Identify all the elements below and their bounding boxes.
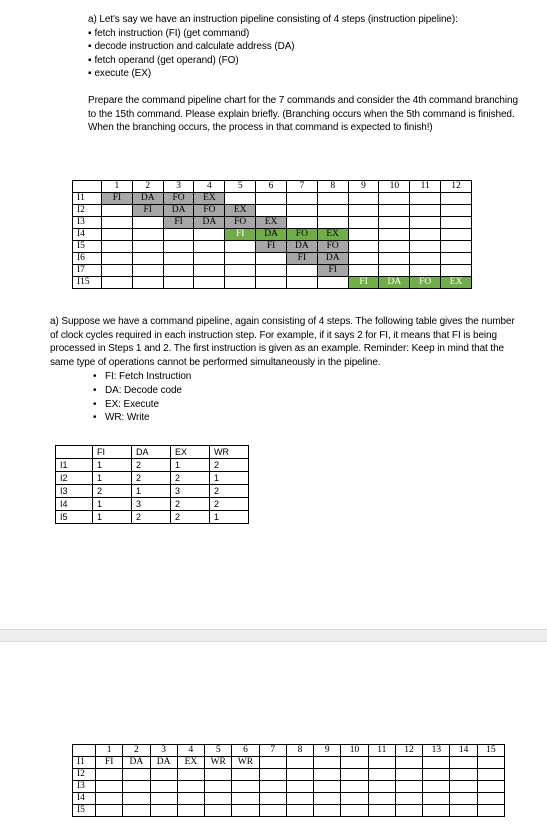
stage-cell[interactable] [96,781,123,793]
cycle-cell: 2 [210,459,249,472]
stage-cell[interactable] [368,793,395,805]
stage-cell[interactable] [286,769,313,781]
table-row [73,217,472,229]
stage-cell: EX [256,217,287,229]
legend-da: • DA: Decode code [105,384,518,398]
header-row [56,446,249,459]
stage-cell [286,205,317,217]
col-header: 13 [423,745,450,757]
stage-cell [163,253,194,265]
stage-cell [256,205,287,217]
stage-cell: DA [286,241,317,253]
cycle-cell: 2 [132,511,171,524]
row-label: I3 [73,217,102,229]
stage-cell [379,241,410,253]
stage-cell[interactable] [368,757,395,769]
table-row [73,253,472,265]
stage-cell [194,265,225,277]
stage-cell [348,253,379,265]
col-header: 8 [317,181,348,193]
corner-cell [56,446,93,459]
row-label: I5 [73,241,102,253]
stage-cell [317,205,348,217]
row-label: I6 [73,253,102,265]
stage-cell[interactable] [477,805,504,817]
row-label: I3 [56,485,93,498]
cycle-cell: 1 [93,511,132,524]
section1-text [88,13,518,135]
section1-intro: a) Let's say we have an instruction pipeline consisting of 4 steps (instruction pipeline): [88,14,458,25]
stage-cell [410,265,441,277]
stage-cell: FO [225,217,256,229]
stage-cell: DA [163,205,194,217]
stage-cell [410,229,441,241]
cycle-cell: 3 [132,498,171,511]
stage-cell: DA [256,229,287,241]
row-label: I4 [56,498,93,511]
stage-cell [225,193,256,205]
stage-cell [348,193,379,205]
col-header: 4 [177,745,204,757]
stage-cell: FI [286,253,317,265]
stage-cell[interactable] [341,805,368,817]
stage-cell[interactable] [177,805,204,817]
stage-cell [102,241,133,253]
stage-cell[interactable] [177,769,204,781]
stage-cell [441,265,472,277]
stage-cell [132,265,163,277]
table-row [56,472,249,485]
stage-cell [256,193,287,205]
stage-cell [256,253,287,265]
stage-cell [225,241,256,253]
section2-text [50,315,518,425]
stage-cell[interactable] [395,781,422,793]
col-header: FI [93,446,132,459]
stage-cell[interactable] [205,793,232,805]
stage-cell [379,253,410,265]
row-label: I4 [73,793,96,805]
stage-cell: FI [348,277,379,289]
row-label: I5 [73,805,96,817]
row-label: I15 [73,277,102,289]
stage-cell[interactable] [395,793,422,805]
stage-cell [256,277,287,289]
stage-cell[interactable] [232,793,259,805]
table-row [73,793,505,805]
step-da: ▪ decode instruction and calculate address (DA) [88,40,518,54]
stage-cell[interactable] [123,805,150,817]
clock-cycles-table [55,445,249,524]
stage-cell[interactable] [341,781,368,793]
stage-cell [410,217,441,229]
stage-cell: FO [163,193,194,205]
stage-cell [348,265,379,277]
stage-cell[interactable] [341,793,368,805]
stage-cell [102,277,133,289]
table-row [73,205,472,217]
col-header: 3 [150,745,177,757]
col-header: EX [171,446,210,459]
row-label: I1 [73,757,96,769]
row-label: I1 [73,193,102,205]
stage-cell[interactable] [123,781,150,793]
stage-cell [132,229,163,241]
stage-cell[interactable] [341,757,368,769]
stage-cell[interactable] [150,781,177,793]
stage-cell[interactable] [232,805,259,817]
stage-cell[interactable] [477,769,504,781]
stage-cell [410,241,441,253]
stage-cell [286,277,317,289]
row-label: I1 [56,459,93,472]
table-row [56,511,249,524]
stage-cell: EX [441,277,472,289]
stage-cell[interactable] [150,805,177,817]
stage-cell [410,253,441,265]
stage-cell[interactable] [341,769,368,781]
col-header: 9 [314,745,341,757]
stage-cell: EX [194,193,225,205]
step-ex: ▪ execute (EX) [88,67,518,81]
corner-cell [73,181,102,193]
stage-cell [194,253,225,265]
stage-cell: FI [132,205,163,217]
stage-cell[interactable] [314,805,341,817]
legend-fi: • FI: Fetch Instruction [105,370,518,384]
cycle-cell: 1 [171,459,210,472]
page-break [0,629,547,642]
stage-cell[interactable] [477,793,504,805]
stage-cell[interactable] [423,805,450,817]
stage-cell [348,229,379,241]
stage-cell[interactable] [314,793,341,805]
stage-cell[interactable]: WR [232,757,259,769]
stage-cell [441,217,472,229]
col-header: 9 [348,181,379,193]
col-header: 2 [123,745,150,757]
col-header: 10 [341,745,368,757]
step-fo: ▪ fetch operand (get operand) (FO) [88,54,518,68]
stage-cell[interactable] [177,793,204,805]
stage-cell[interactable] [450,769,477,781]
stage-cell: DA [379,277,410,289]
stage-cell [102,265,133,277]
stage-cell[interactable] [423,757,450,769]
table-row [73,265,472,277]
stage-cell[interactable] [314,757,341,769]
stage-cell[interactable] [96,769,123,781]
stage-cell[interactable]: DA [123,757,150,769]
col-header: 15 [477,745,504,757]
stage-cell [132,253,163,265]
stage-cell[interactable] [314,781,341,793]
stage-cell: DA [317,253,348,265]
stage-cell[interactable] [259,757,286,769]
stage-cell [225,253,256,265]
stage-cell [132,277,163,289]
stage-cell[interactable] [259,805,286,817]
stage-cell [286,193,317,205]
cycle-cell: 2 [171,472,210,485]
stage-cell [317,193,348,205]
col-header: 12 [441,181,472,193]
stage-cell [317,217,348,229]
stage-cell [132,217,163,229]
stage-cell [132,241,163,253]
stage-cell [102,205,133,217]
stage-cell [102,217,133,229]
col-header: 14 [450,745,477,757]
stage-cell [379,217,410,229]
stage-cell[interactable] [96,805,123,817]
stage-cell [441,253,472,265]
stage-cell[interactable] [423,793,450,805]
table-row [56,498,249,511]
stage-cell[interactable] [368,781,395,793]
table-row [73,277,472,289]
cycle-cell: 1 [132,485,171,498]
row-label: I7 [73,265,102,277]
stage-cell [379,205,410,217]
stage-cell [163,229,194,241]
stage-cell [163,241,194,253]
col-header: 11 [410,181,441,193]
stage-cell: FO [286,229,317,241]
header-row [73,745,505,757]
col-header: 3 [163,181,194,193]
cycle-cell: 2 [93,485,132,498]
cycle-cell: 3 [171,485,210,498]
stage-cell [379,265,410,277]
stage-cell[interactable] [368,805,395,817]
cycle-cell: 2 [171,498,210,511]
col-header: 4 [194,181,225,193]
corner-cell [73,745,96,757]
stage-cell[interactable] [259,793,286,805]
col-header: 2 [132,181,163,193]
stage-cell[interactable] [423,781,450,793]
cycle-cell: 2 [210,498,249,511]
row-label: I4 [73,229,102,241]
row-label: I5 [56,511,93,524]
cycle-cell: 2 [210,485,249,498]
cycle-cell: 2 [171,511,210,524]
table-row [73,241,472,253]
col-header: 1 [96,745,123,757]
stage-cell[interactable] [286,781,313,793]
section2-intro: a) Suppose we have a command pipeline, again consisting of 4 steps. The following table gives the number of clock cycles required in each instruction step. For example, if it says 2 for FI, it means that FI is being processed in Steps 1 and 2. The first instruction is given as an example. Reminder: Keep in mind that the same type of operations cannot be performed simultaneously in the pipeline. [50,316,515,368]
stage-cell[interactable]: FI [96,757,123,769]
stage-cell[interactable]: EX [177,757,204,769]
cycle-cell: 1 [93,459,132,472]
cycle-cell: 2 [132,472,171,485]
cycle-cell: 1 [93,498,132,511]
col-header: 7 [286,181,317,193]
col-header: 1 [102,181,133,193]
cycle-cell: 1 [93,472,132,485]
stage-cell [163,277,194,289]
stage-cell[interactable] [123,793,150,805]
stage-cell[interactable] [450,757,477,769]
stage-cell[interactable] [96,793,123,805]
stage-cell [286,265,317,277]
cycle-cell: 2 [132,459,171,472]
stage-cell [410,193,441,205]
stage-cell [348,205,379,217]
stage-cell [379,193,410,205]
stage-cell: FI [225,229,256,241]
stage-cell [163,265,194,277]
stage-cell[interactable] [177,781,204,793]
col-header: 7 [259,745,286,757]
stage-cell [317,277,348,289]
table-row [73,781,505,793]
cycle-cell: 1 [210,472,249,485]
stage-cell[interactable] [232,781,259,793]
stage-cell[interactable] [259,781,286,793]
stage-cell[interactable] [205,805,232,817]
row-label: I2 [73,769,96,781]
stage-cell[interactable] [286,805,313,817]
stage-cell: DA [194,217,225,229]
stage-cell [194,229,225,241]
stage-cell [286,217,317,229]
table-row [73,769,505,781]
stage-cell [225,277,256,289]
stage-cell[interactable] [423,769,450,781]
stage-cell [194,277,225,289]
stage-cell[interactable] [205,781,232,793]
stage-cell[interactable] [286,793,313,805]
stage-cell[interactable] [450,781,477,793]
stage-cell[interactable] [450,793,477,805]
stage-cell: FO [194,205,225,217]
col-header: 6 [232,745,259,757]
stage-cell[interactable] [150,793,177,805]
stage-cell [379,229,410,241]
row-label: I2 [56,472,93,485]
cycle-cell: 1 [210,511,249,524]
stage-cell[interactable] [259,769,286,781]
stage-cell: FI [163,217,194,229]
col-header: 5 [205,745,232,757]
stage-cell[interactable] [314,769,341,781]
row-label: I3 [73,781,96,793]
stage-cell[interactable] [450,805,477,817]
col-header: DA [132,446,171,459]
stage-cell: EX [225,205,256,217]
table-row [56,485,249,498]
stage-cell[interactable] [395,769,422,781]
col-header: 12 [395,745,422,757]
table-row [73,757,505,769]
pipeline-chart-table [72,180,472,289]
stage-cell: FI [102,193,133,205]
col-header: 11 [368,745,395,757]
stage-cell [348,241,379,253]
stage-cell [102,253,133,265]
stage-cell[interactable] [232,769,259,781]
answer-pipeline-table [72,744,505,817]
table-row [73,193,472,205]
stage-cell[interactable]: DA [150,757,177,769]
stage-cell: DA [132,193,163,205]
stage-cell[interactable] [368,769,395,781]
stage-cell [102,229,133,241]
stage-cell [194,241,225,253]
stage-cell[interactable] [123,769,150,781]
col-header: 6 [256,181,287,193]
stage-cell[interactable] [286,757,313,769]
stage-cell: FO [410,277,441,289]
step-fi: ▪ fetch instruction (FI) (get command) [88,27,518,41]
row-label: I2 [73,205,102,217]
stage-cell[interactable] [395,757,422,769]
table-row [73,805,505,817]
stage-cell: FO [317,241,348,253]
legend-ex: • EX: Execute [105,398,518,412]
stage-cell[interactable] [477,781,504,793]
stage-cell[interactable] [477,757,504,769]
col-header: 8 [286,745,313,757]
stage-cell [441,193,472,205]
stage-cell [225,265,256,277]
stage-cell [410,205,441,217]
col-header: 5 [225,181,256,193]
col-header: WR [210,446,249,459]
stage-cell [441,205,472,217]
col-header: 10 [379,181,410,193]
stage-cell[interactable] [205,769,232,781]
table-row [56,459,249,472]
stage-cell: FI [256,241,287,253]
legend-wr: • WR: Write [105,411,518,425]
stage-cell [441,241,472,253]
stage-cell [348,217,379,229]
stage-cell: FI [317,265,348,277]
stage-cell[interactable] [395,805,422,817]
section1-prompt: Prepare the command pipeline chart for the 7 commands and consider the 4th command branching to the 15th command. Please explain briefly. (Branching occurs when the 5th command is finished. When the branching occurs, the process in that command is expected to finish!) [88,94,518,134]
table-row [73,229,472,241]
header-row [73,181,472,193]
stage-cell [441,229,472,241]
stage-cell [256,265,287,277]
stage-cell[interactable] [150,769,177,781]
stage-cell[interactable]: WR [205,757,232,769]
stage-cell: EX [317,229,348,241]
